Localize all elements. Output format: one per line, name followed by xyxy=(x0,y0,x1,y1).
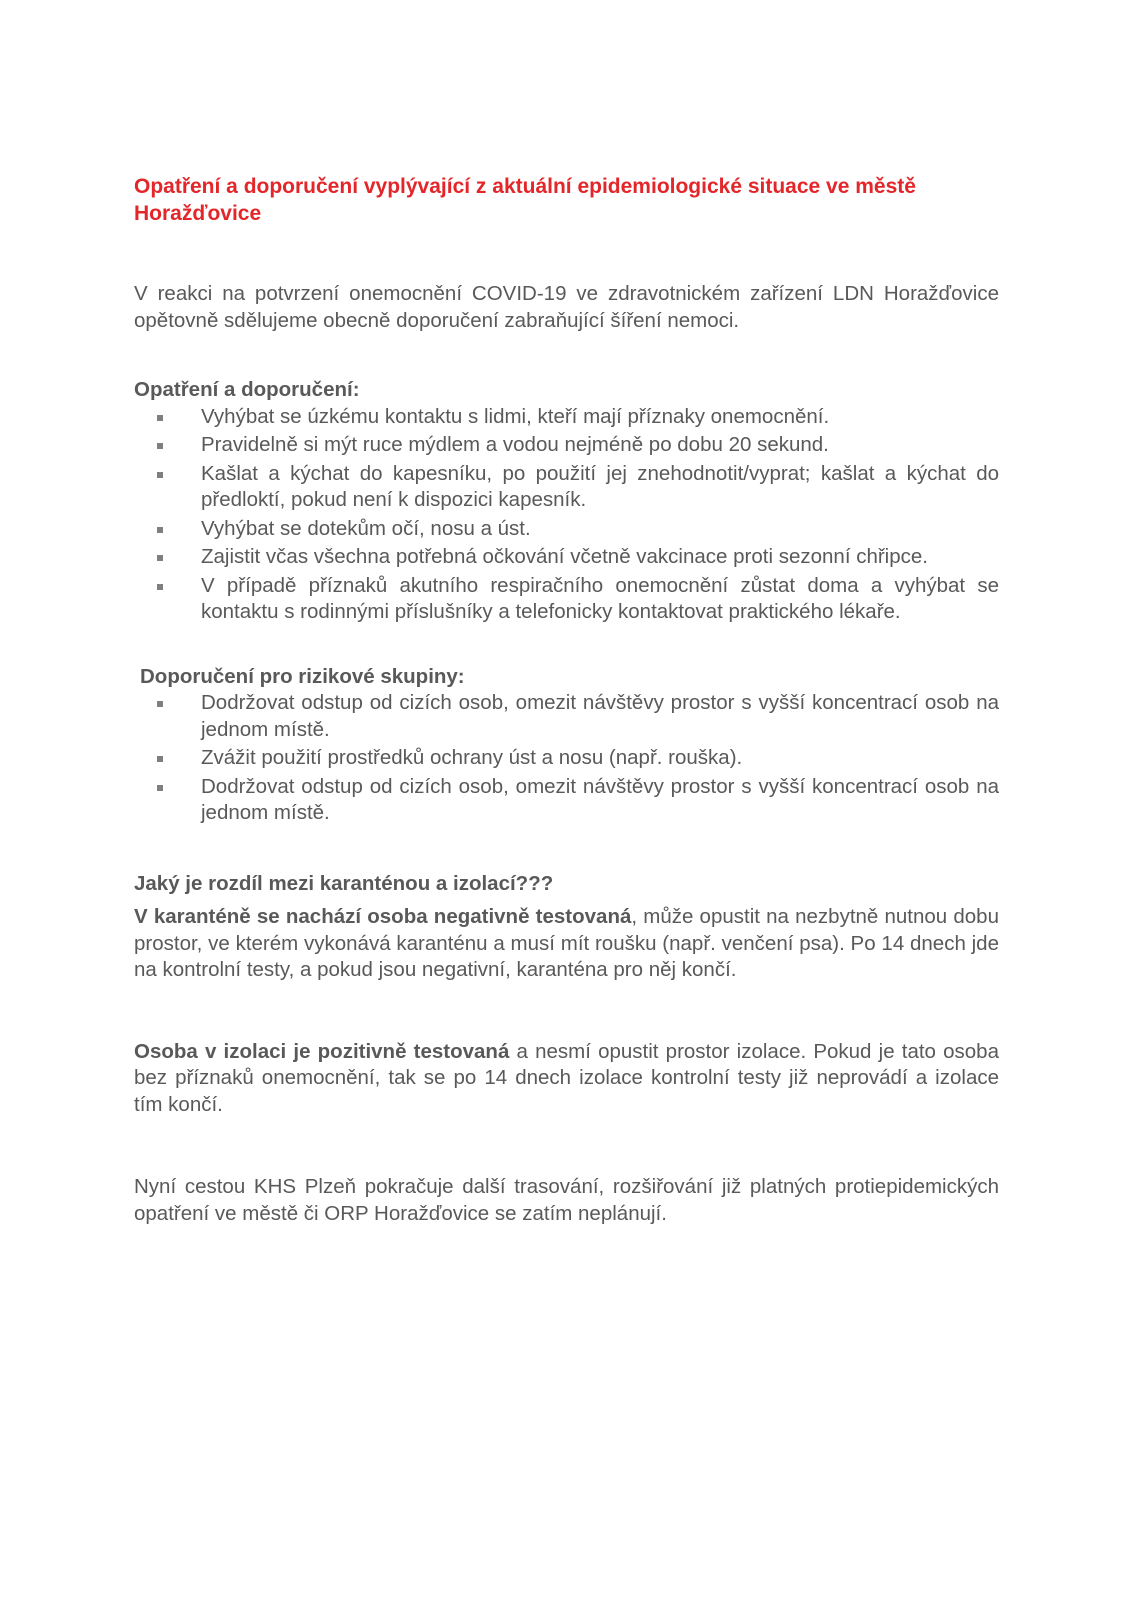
square-bullet-icon xyxy=(157,415,163,421)
list-item xyxy=(134,461,999,514)
quarantine-section xyxy=(134,871,999,1119)
quarantine-text: , může opustit na nezbytně nutnou dobu prostor, ve kterém vykonává karanténu a musí mít roušku (např. venčení psa). Po 14 dnech jde na kontrolní testy, a pokud jsou negativní, karanténa pro něj končí. xyxy=(134,905,999,981)
square-bullet-icon xyxy=(157,472,163,478)
quarantine-bold-text: V karanténě se nachází osoba negativně testovaná xyxy=(134,905,632,928)
risk-groups-heading: Doporučení pro rizikové skupiny: xyxy=(140,664,465,688)
square-bullet-icon xyxy=(157,756,163,762)
quarantine-paragraph xyxy=(134,904,999,984)
square-bullet-icon xyxy=(157,785,163,791)
list-item xyxy=(134,516,999,543)
list-item-text: Dodržovat odstup od cizích osob, omezit návštěvy prostor s vyšší koncentrací osob na jednom místě. xyxy=(201,691,999,741)
closing-paragraph: Nyní cestou KHS Plzeň pokračuje další trasování, rozšiřování již platných protiepidemických opatření ve městě či ORP Horažďovice se zatím neplánují. xyxy=(134,1175,999,1225)
list-item-text: Vyhýbat se úzkému kontaktu s lidmi, kteří mají příznaky onemocnění. xyxy=(201,404,830,428)
square-bullet-icon xyxy=(157,527,163,533)
list-item-text: V případě příznaků akutního respiračního onemocnění zůstat doma a vyhýbat se kontaktu s rodinnými příslušníky a telefonicky kontaktovat praktického lékaře. xyxy=(201,573,999,623)
list-item xyxy=(134,544,999,571)
quarantine-heading: Jaký je rozdíl mezi karanténou a izolací??? xyxy=(134,871,554,895)
document-page xyxy=(134,174,999,1227)
measures-section xyxy=(134,377,999,626)
list-item-text: Kašlat a kýchat do kapesníku, po použití jej znehodnotit/vyprat; kašlat a kýchat do předloktí, pokud není k dispozici kapesník. xyxy=(201,461,999,511)
isolation-text: a nesmí opustit prostor izolace. Pokud je tato osoba bez příznaků onemocnění, tak se po 14 dnech izolace kontrolní testy již neprovádí a izolace tím končí. xyxy=(134,1039,999,1116)
list-item xyxy=(134,774,999,827)
list-item-text: Zajistit včas všechna potřebná očkování včetně vakcinace proti sezonní chřipce. xyxy=(201,545,928,568)
list-item xyxy=(134,432,999,459)
square-bullet-icon xyxy=(157,701,163,707)
list-item-text: Zvážit použití prostředků ochrany úst a nosu (např. rouška). xyxy=(201,746,743,769)
isolation-bold-text: Osoba v izolaci je pozitivně testovaná xyxy=(134,1039,510,1063)
intro-paragraph: V reakci na potvrzení onemocnění COVID-19 ve zdravotnickém zařízení LDN Horažďovice opětovně sdělujeme obecně doporučení zabraňující šíření nemoci. xyxy=(134,282,999,332)
document-title: Opatření a doporučení vyplývající z aktuální epidemiologické situace ve městě Horažďovice xyxy=(134,175,916,225)
square-bullet-icon xyxy=(157,555,163,561)
measures-heading: Opatření a doporučení: xyxy=(134,378,360,401)
measures-list xyxy=(134,404,999,626)
isolation-paragraph xyxy=(134,1039,999,1119)
square-bullet-icon xyxy=(157,584,163,590)
square-bullet-icon xyxy=(157,443,163,449)
list-item xyxy=(134,573,999,626)
risk-groups-list xyxy=(134,690,999,827)
list-item xyxy=(134,404,999,431)
list-item xyxy=(134,745,999,772)
list-item-text: Dodržovat odstup od cizích osob, omezit návštěvy prostor s vyšší koncentrací osob na jednom místě. xyxy=(201,774,999,824)
list-item xyxy=(134,690,999,743)
risk-groups-section xyxy=(134,664,999,691)
list-item-text: Vyhýbat se dotekům očí, nosu a úst. xyxy=(201,516,531,540)
list-item-text: Pravidelně si mýt ruce mýdlem a vodou nejméně po dobu 20 sekund. xyxy=(201,433,829,456)
